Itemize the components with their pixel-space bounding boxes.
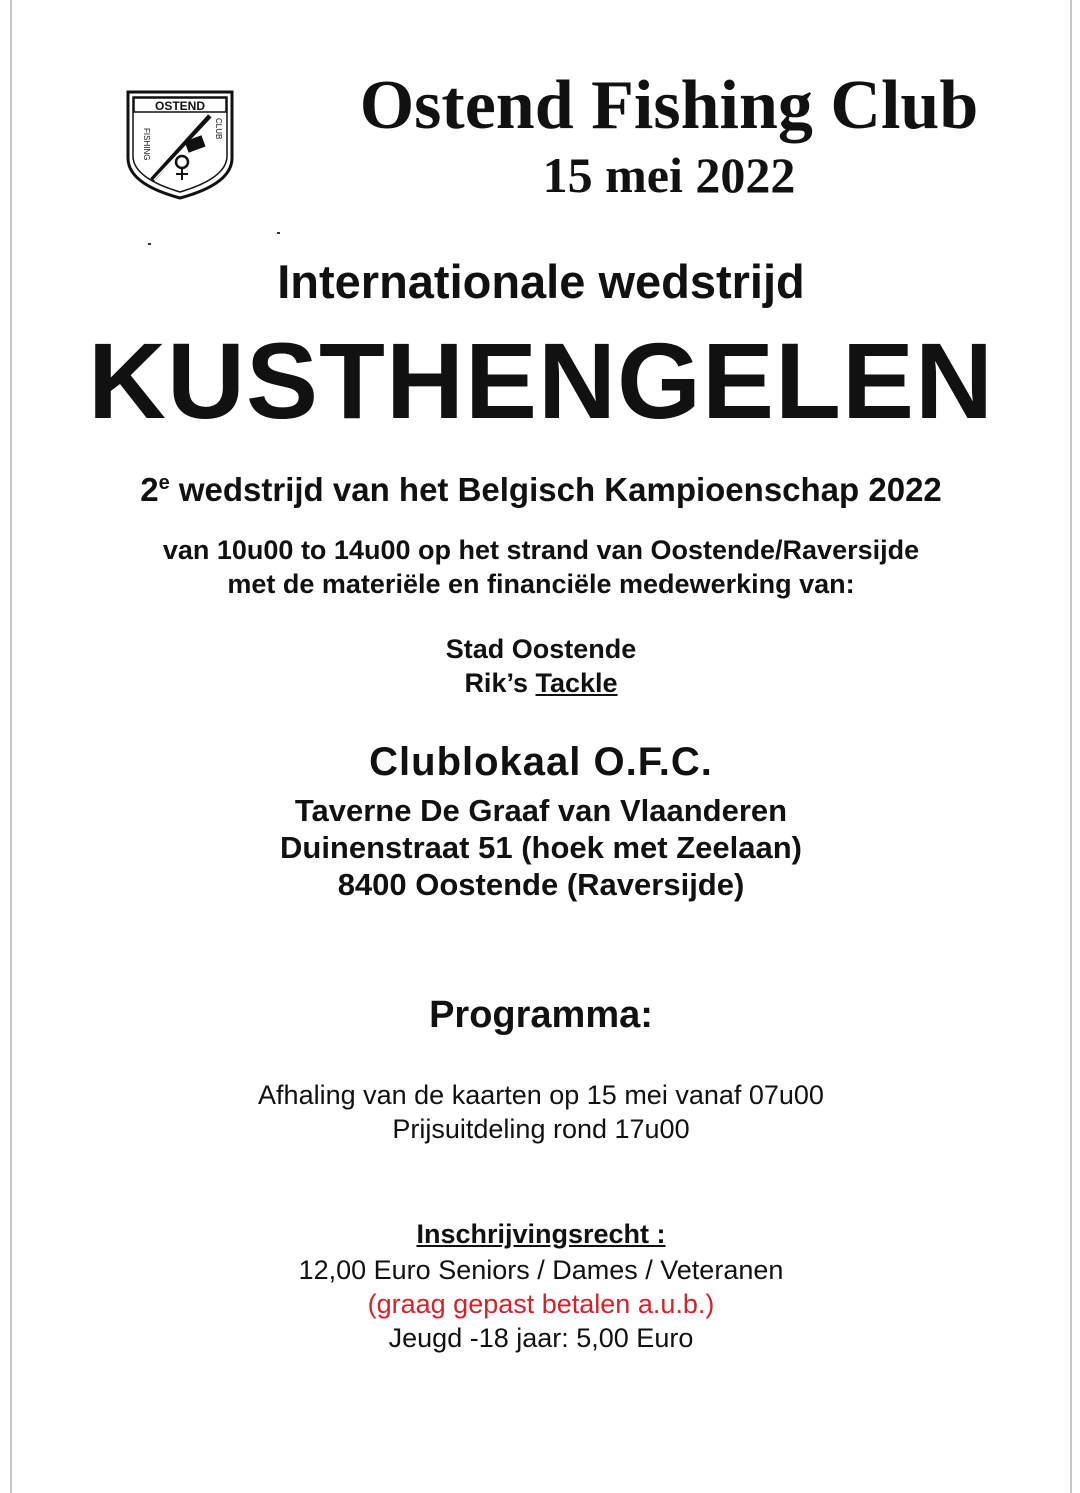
event-details — [12, 533, 1070, 601]
event-type-heading: Internationale wedstrijd — [277, 255, 805, 308]
registration-heading: Inschrijvingsrecht : — [416, 1219, 666, 1249]
time-location-line: van 10u00 to 14u00 op het strand van Oostende/Raversijde — [162, 535, 920, 565]
subtitle-number: 2 — [140, 471, 159, 508]
club-name: Ostend Fishing Club — [359, 67, 979, 144]
sponsor-prefix: Rik’s — [464, 668, 536, 698]
subtitle-text: wedstrijd van het Belgisch Kampioenschap 2022 — [169, 471, 942, 508]
flyer-page — [12, 0, 1070, 1493]
clubhouse-heading: Clublokaal O.F.C. — [369, 740, 713, 784]
sponsor-list — [12, 632, 1070, 700]
support-line: met de materiële en financiële medewerking van: — [227, 569, 855, 599]
payment-note: (graag gepast betalen a.u.b.) — [367, 1289, 715, 1319]
registration-fees — [12, 1253, 1070, 1355]
championship-subtitle — [12, 471, 1070, 509]
page-edge-right — [1070, 0, 1072, 1493]
clubhouse-address — [12, 792, 1070, 903]
subtitle-superscript: e — [158, 472, 170, 494]
fee-line: Jeugd -18 jaar: 5,00 Euro — [388, 1323, 694, 1353]
address-line: Duinenstraat 51 (hoek met Zeelaan) — [280, 830, 802, 865]
address-line: 8400 Oostende (Raversijde) — [337, 867, 745, 902]
event-date: 15 mei 2022 — [542, 147, 796, 203]
program-heading: Programma: — [429, 994, 653, 1036]
logo-text-top: OSTEND — [154, 99, 206, 113]
event-main-title: KUSTHENGELEN — [87, 320, 995, 441]
logo-text-right: CLUB — [214, 118, 223, 140]
speck-mark — [148, 243, 151, 245]
fee-line: 12,00 Euro Seniors / Dames / Veteranen — [298, 1255, 784, 1285]
sponsor-underlined: Tackle — [535, 668, 618, 698]
sponsor-item — [12, 666, 1070, 700]
schedule-line: Afhaling van de kaarten op 15 mei vanaf 07u00 — [258, 1080, 824, 1110]
speck-mark — [277, 232, 280, 234]
sponsor-item: Stad Oostende — [445, 634, 637, 664]
address-line: Taverne De Graaf van Vlaanderen — [294, 793, 788, 828]
logo-text-left: FISHING — [142, 128, 151, 161]
schedule-line: Prijsuitdeling rond 17u00 — [392, 1114, 690, 1144]
program-schedule — [12, 1078, 1070, 1146]
